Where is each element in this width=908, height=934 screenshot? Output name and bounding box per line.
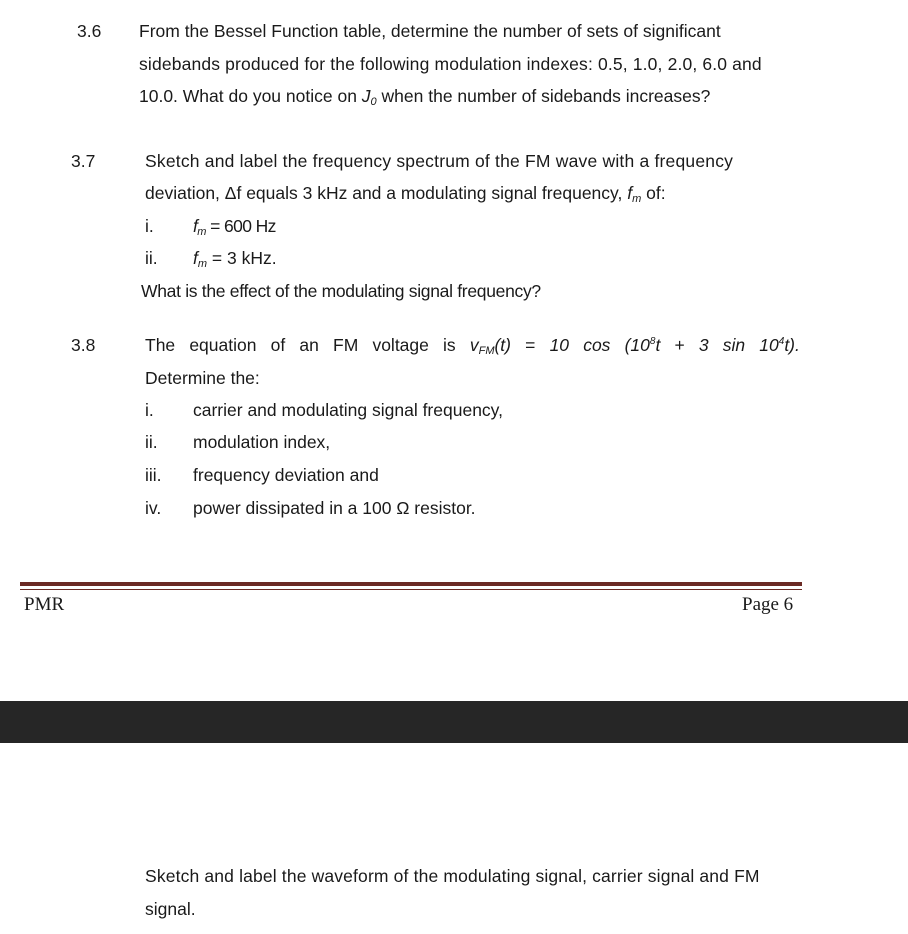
footer-rule-thin [20,589,802,590]
q37-item-text: $f_m = 600$ Hz [193,216,276,238]
q38-item-text: power dissipated in a 100 Ω resistor. [193,498,476,518]
q36-line-3: 10.0. What do you notice on $J_0$ when the number of sidebands increases? [139,86,711,108]
q38-item-text: modulation index, [193,432,331,452]
q36-line-1 [139,21,799,42]
q38-intro: Determine the: [145,368,260,388]
question-number-3-8: 3.8 [71,335,96,355]
footer-rule-thick [20,582,802,586]
q38-item-marker: iv. [145,498,162,518]
q38-item-marker: iii. [145,465,162,485]
page-break-band [0,701,908,743]
q37-question: What is the effect of the modulating signal frequency? [141,281,541,301]
q38-item-text: frequency deviation and [193,465,379,485]
q38-item-marker: i. [145,400,154,420]
question-number-3-7: 3.7 [71,151,96,171]
q36-line-1-text: From the Bessel Function table, determine the number of sets of significant [139,21,721,41]
q37-line-1: Sketch and label the frequency spectrum of the FM wave with a frequency [145,151,734,171]
page-number: Page 6 [742,594,794,615]
q38-equation-line: The equation of an FM voltage is $v_{FM}(t)$ = 10 cos ($10^8t$ + 3 sin $10^4t$). [145,335,800,357]
next-page-line-1: Sketch and label the waveform of the modulating signal, carrier signal and FM [145,866,760,886]
q38-item-marker: ii. [145,432,158,452]
fm-voltage-symbol: $v_{FM}(t)$ [469,335,512,357]
q36-line-2: sidebands produced for the following modulation indexes: 0.5, 1.0, 2.0, 6.0 and [139,54,762,74]
q37-item-marker: ii. [145,248,158,268]
footer-left: PMR [24,594,65,615]
next-page-line-2: signal. [145,899,196,919]
q37-item-marker: i. [145,216,154,236]
q37-item-text: $f_m = 3$ kHz. [193,248,277,270]
question-number-3-6: 3.6 [77,21,102,41]
j-symbol: $J_0$ [361,86,377,108]
q37-line-2: deviation, Δf equals 3 kHz and a modulating signal frequency, $f_m$ of: [145,183,666,205]
q38-item-text: carrier and modulating signal frequency, [193,400,503,420]
